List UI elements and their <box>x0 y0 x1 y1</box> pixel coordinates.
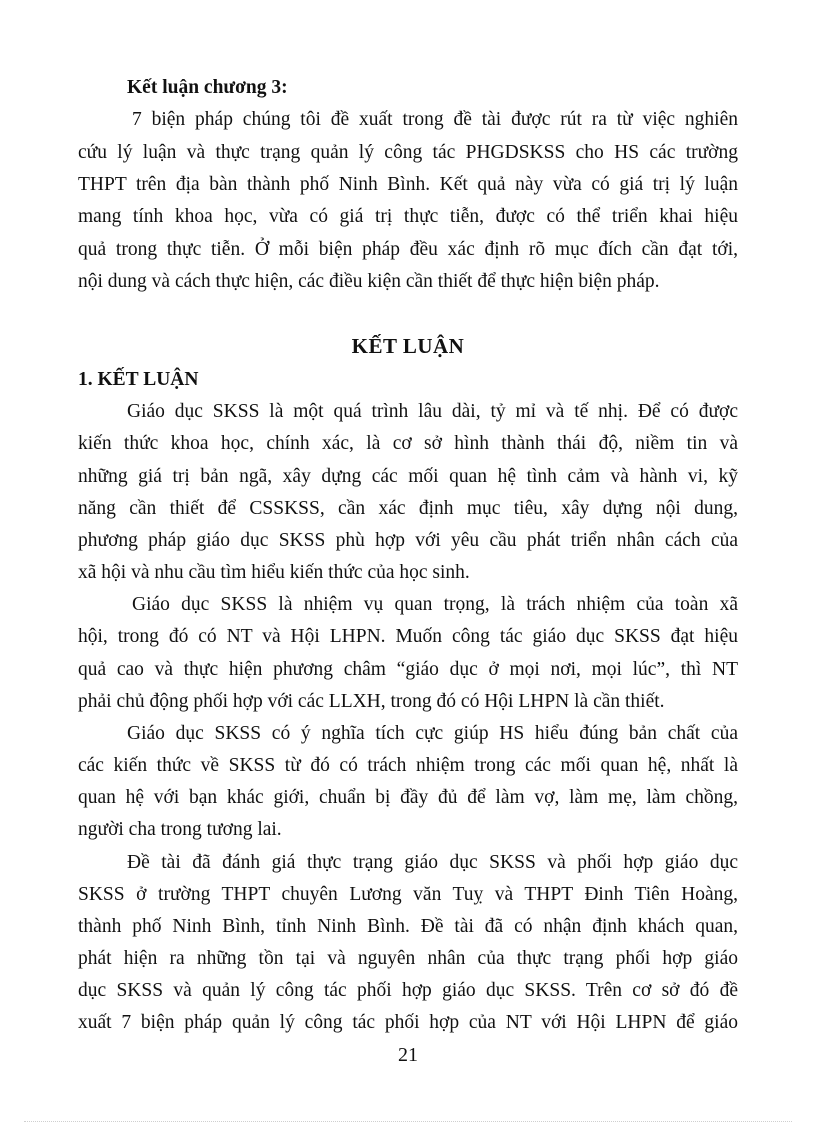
paragraph-line: Giáo dục SKSS có ý nghĩa tích cực giúp HS hiểu đúng bản chất của <box>127 723 738 744</box>
paragraph-line: thành phố Ninh Bình, tỉnh Ninh Bình. Đề tài đã có nhận định khách quan, <box>78 916 738 937</box>
paragraph-line: dục SKSS và quản lý công tác phối hợp giáo dục SKSS. Trên cơ sở đó đề <box>78 980 738 1001</box>
conclusion-title: KẾT LUẬN <box>351 334 465 358</box>
page-number: 21 <box>398 1044 418 1066</box>
page-bottom-rule <box>24 1121 792 1122</box>
paragraph-line: năng cần thiết để CSSKSS, cần xác định mục tiêu, xây dựng nội dung, <box>78 498 738 519</box>
paragraph-line: phải chủ động phối hợp với các LLXH, trong đó có Hội LHPN là cần thiết. <box>78 691 665 712</box>
paragraph-line: hội, trong đó có NT và Hội LHPN. Muốn công tác giáo dục SKSS đạt hiệu <box>78 626 738 647</box>
paragraph-line: kiến thức khoa học, chính xác, là cơ sở hình thành thái độ, niềm tin và <box>78 433 738 454</box>
paragraph-line: xã hội và nhu cầu tìm hiểu kiến thức của học sinh. <box>78 562 470 583</box>
chapter3-heading: Kết luận chương 3: <box>127 77 288 98</box>
paragraph-line: phát hiện ra những tồn tại và nguyên nhân của thực trạng phối hợp giáo <box>78 948 738 969</box>
paragraph-line: Đề tài đã đánh giá thực trạng giáo dục SKSS và phối hợp giáo dục <box>127 852 738 873</box>
paragraph-line: xuất 7 biện pháp quản lý công tác phối hợp của NT với Hội LHPN để giáo <box>78 1012 738 1033</box>
paragraph-line: quan hệ với bạn khác giới, chuẩn bị đầy đủ để làm vợ, làm mẹ, làm chồng, <box>78 787 738 808</box>
paragraph-line: Giáo dục SKSS là một quá trình lâu dài, tỷ mỉ và tế nhị. Để có được <box>127 401 738 422</box>
paragraph-line: quả cao và thực hiện phương châm “giáo dục ở mọi nơi, mọi lúc”, thì NT <box>78 659 738 680</box>
section-heading: 1. KẾT LUẬN <box>78 369 199 390</box>
paragraph-line: phương pháp giáo dục SKSS phù hợp với yêu cầu phát triển nhân cách của <box>78 530 738 551</box>
paragraph-line: THPT trên địa bàn thành phố Ninh Bình. Kết quả này vừa có giá trị lý luận <box>78 174 738 195</box>
paragraph-line: nội dung và cách thực hiện, các điều kiện cần thiết để thực hiện biện pháp. <box>78 271 660 292</box>
paragraph-line: những giá trị bản ngã, xây dựng các mối quan hệ tình cảm và hành vi, kỹ <box>78 466 738 487</box>
paragraph-line: người cha trong tương lai. <box>78 819 282 840</box>
paragraph-line: 7 biện pháp chúng tôi đề xuất trong đề tài được rút ra từ việc nghiên <box>132 109 738 130</box>
paragraph-line: SKSS ở trường THPT chuyên Lương văn Tuỵ và THPT Đinh Tiên Hoàng, <box>78 884 738 905</box>
paragraph-line: cứu lý luận và thực trạng quản lý công tác PHGDSKSS cho HS các trường <box>78 142 738 163</box>
paragraph-line: mang tính khoa học, vừa có giá trị thực tiễn, được có thể triển khai hiệu <box>78 206 738 227</box>
paragraph-line: các kiến thức về SKSS từ đó có trách nhiệm trong các mối quan hệ, nhất là <box>78 755 738 776</box>
paragraph-line: quả trong thực tiễn. Ở mỗi biện pháp đều xác định rõ mục đích cần đạt tới, <box>78 239 738 260</box>
paragraph-line: Giáo dục SKSS là nhiệm vụ quan trọng, là trách nhiệm của toàn xã <box>132 594 738 615</box>
